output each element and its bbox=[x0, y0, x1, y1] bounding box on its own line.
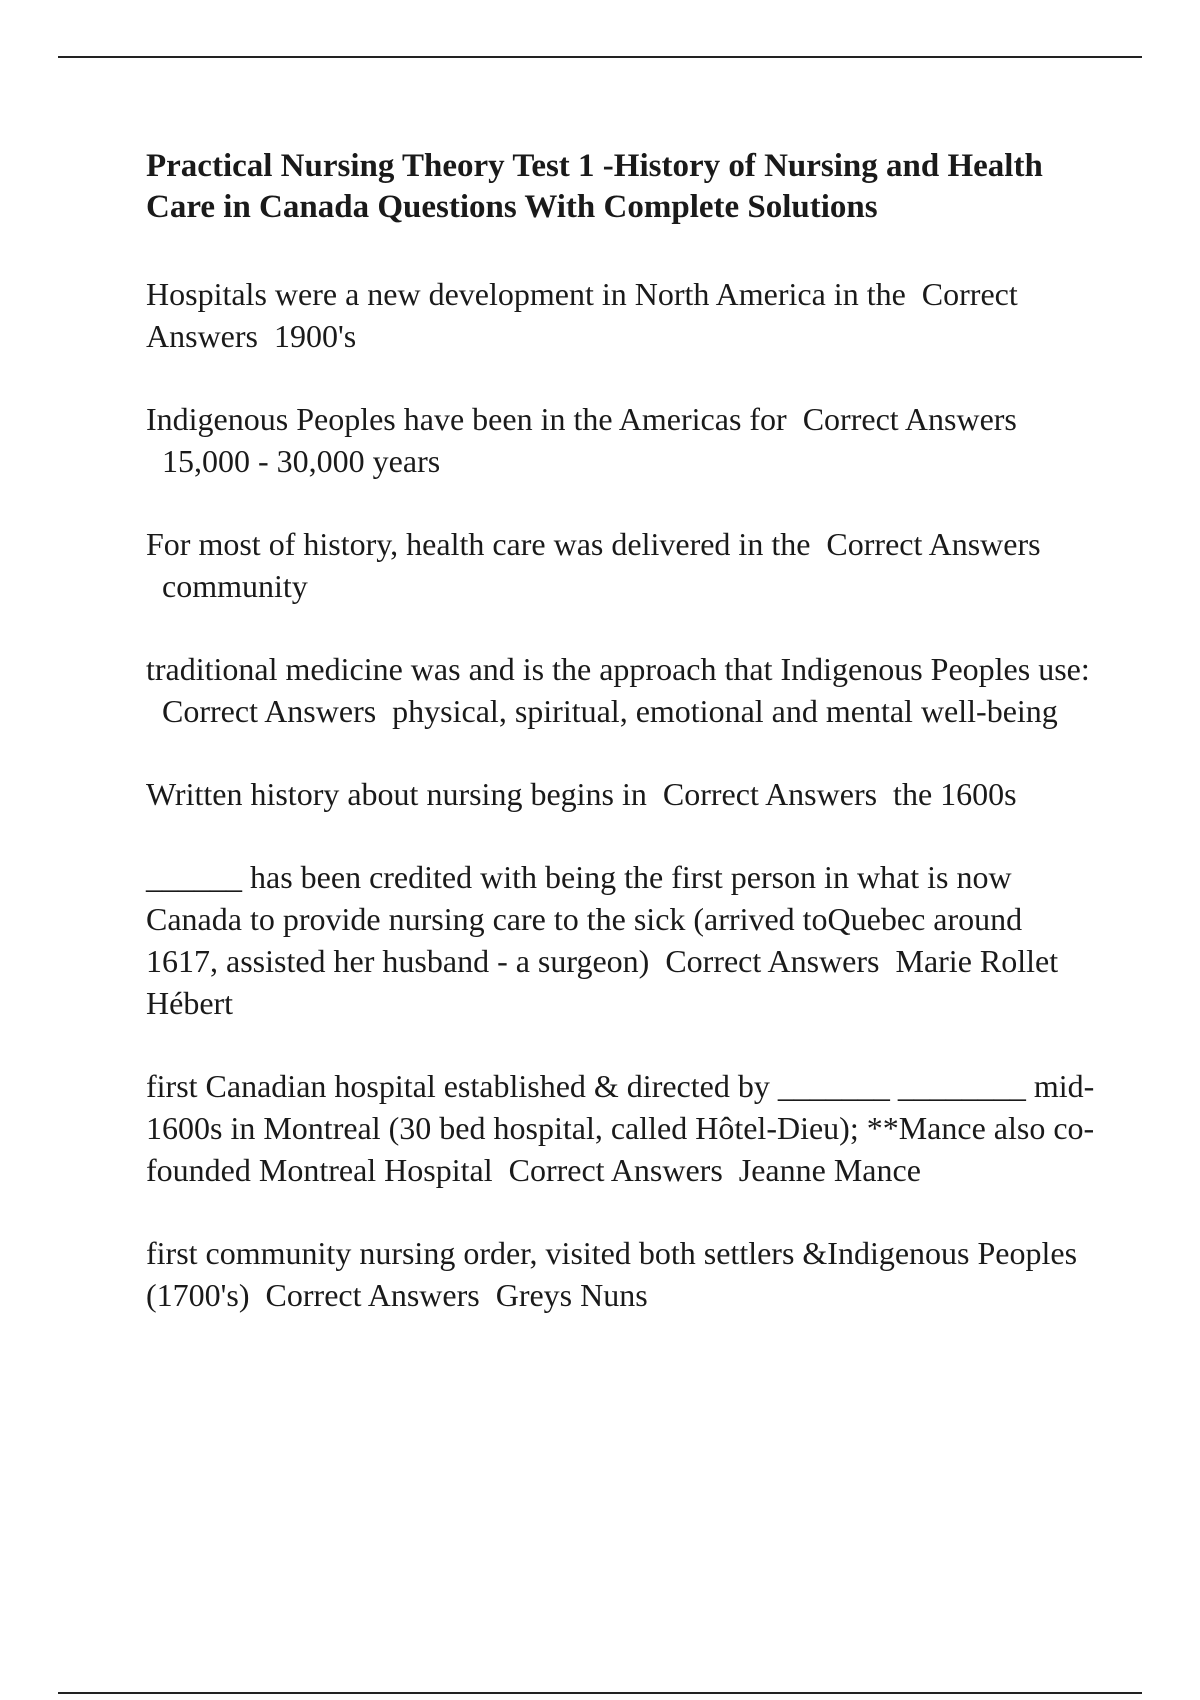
answer-label: Correct Answers bbox=[826, 526, 1041, 562]
answer-text: community bbox=[162, 568, 308, 604]
qa-item bbox=[146, 1065, 1096, 1191]
answer-label: Correct Answers bbox=[265, 1277, 480, 1313]
document-body bbox=[146, 146, 1096, 1357]
qa-item bbox=[146, 1232, 1096, 1316]
answer-text: 1900's bbox=[273, 318, 357, 354]
answer-label: Correct Answers bbox=[162, 693, 377, 729]
answer-label: Correct Answers bbox=[662, 776, 878, 812]
answer-text: the 1600s bbox=[893, 776, 1017, 812]
top-rule bbox=[58, 56, 1142, 58]
document-title: Practical Nursing Theory Test 1 -History of Nursing and Health Care in Canada Questions With Complete Solutions bbox=[146, 148, 1043, 225]
question-text: Written history about nursing begins in bbox=[146, 776, 647, 812]
question-text: traditional medicine was and is the approach that Indigenous Peoples use: bbox=[146, 651, 1090, 687]
answer-text: Marie Rollet Hébert bbox=[146, 943, 1059, 1021]
qa-item bbox=[146, 856, 1096, 1024]
answer-text: 15,000 - 30,000 years bbox=[162, 443, 441, 479]
answer-text: Jeanne Mance bbox=[738, 1152, 921, 1188]
qa-item bbox=[146, 398, 1096, 482]
question-text: For most of history, health care was delivered in the bbox=[146, 526, 811, 562]
answer-text: Greys Nuns bbox=[495, 1277, 648, 1313]
qa-item bbox=[146, 523, 1096, 607]
answer-label: Correct Answers bbox=[665, 943, 880, 979]
bottom-rule bbox=[58, 1692, 1142, 1694]
question-text: first Canadian hospital established & directed by _______ ________ mid-1600s in Montreal (30 bed hospital, called Hôtel-Dieu); **Mance also co-founded Montreal Hospital bbox=[146, 1068, 1095, 1188]
answer-label: Correct Answers bbox=[802, 401, 1017, 437]
qa-item bbox=[146, 648, 1096, 732]
answer-label: Correct Answers bbox=[508, 1152, 723, 1188]
question-text: Indigenous Peoples have been in the Americas for bbox=[146, 401, 787, 437]
qa-item bbox=[146, 773, 1096, 815]
qa-item bbox=[146, 273, 1096, 357]
answer-label: Correct Answers bbox=[146, 276, 1018, 354]
question-text: Hospitals were a new development in North America in the bbox=[146, 276, 906, 312]
question-text: first community nursing order, visited both settlers &Indigenous Peoples (1700's) bbox=[146, 1235, 1078, 1313]
question-text: ______ has been credited with being the first person in what is now Canada to provide nursing care to the sick (arrived toQuebec around 1617, assisted her husband - a surgeon) bbox=[146, 859, 1023, 979]
answer-text: physical, spiritual, emotional and mental well-being bbox=[392, 693, 1058, 729]
